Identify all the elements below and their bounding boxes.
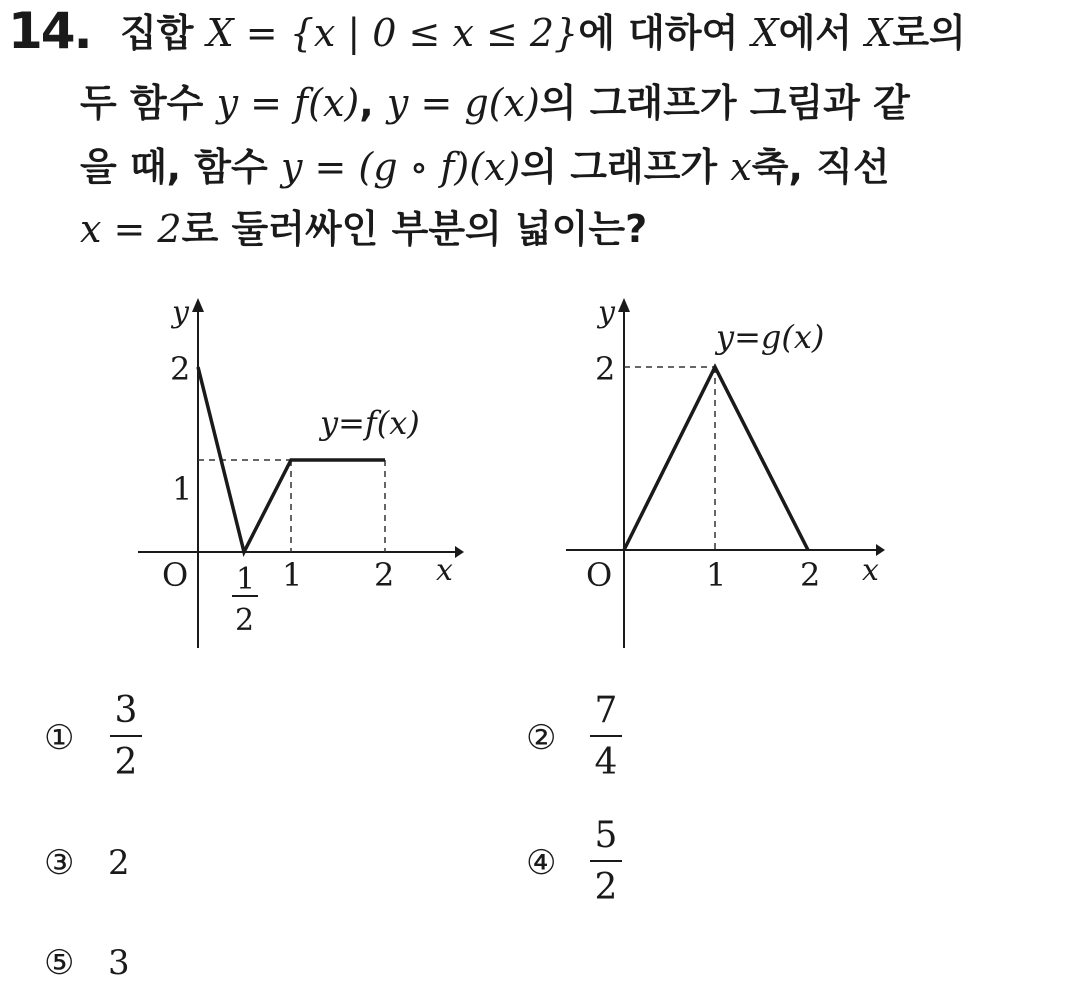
text-segment: 두 함수 [80,81,217,125]
math-line-equation: x = 2 [80,207,182,251]
choice-4-numerator: 5 [594,815,618,856]
x-axis-label: x [862,553,879,588]
choice-3-mark: ③ [44,843,75,883]
y-axis-label: y [172,295,189,330]
text-segment: 축, 직선 [751,145,890,189]
math-symbol: x [730,145,752,189]
fraction-bar [590,860,622,862]
text-segment: 을 때, 함수 [80,145,281,189]
curve-g [624,367,808,550]
choice-3-value: 2 [108,843,130,883]
math-symbol: X [751,11,779,55]
question-line-4 [80,207,648,251]
y-axis-arrow [618,298,630,312]
origin-label: O [586,556,613,594]
question-line-3 [80,145,890,189]
question-number: 14. [8,2,91,60]
y-tick-2: 2 [170,350,191,388]
choice-2-denominator: 4 [594,742,618,783]
fraction-bar [590,735,622,737]
graph-f [130,290,470,650]
choice-4-mark: ④ [526,843,557,883]
text-segment: 로의 [892,11,966,55]
y-tick-1: 1 [172,470,193,508]
choice-5-mark: ⑤ [44,943,75,983]
choice-2-numerator: 7 [594,690,618,731]
x-axis-label: x [436,553,453,588]
choice-4-denominator: 2 [594,867,618,908]
x-tick-half-numerator: 1 [236,562,256,597]
text-segment: 에 대하여 [578,11,752,55]
x-tick-2: 2 [374,556,395,594]
x-axis-arrow [455,546,464,558]
y-tick-2: 2 [595,350,616,388]
origin-label: O [162,556,189,594]
graph-g [560,290,900,650]
choice-5-value: 3 [108,943,130,983]
text-segment: 에서 [778,11,866,55]
choice-1-fraction [110,690,142,783]
choice-2-fraction [590,690,622,783]
curve-g-label: y=g(x) [716,318,825,356]
text-segment: 의 그래프가 그림과 같 [539,81,910,125]
x-tick-1: 1 [282,556,303,594]
y-axis-label: y [598,295,615,330]
x-tick-half-denominator: 2 [235,603,255,638]
choice-1-mark: ① [44,718,75,758]
math-function-g: y = g(x) [386,81,540,125]
x-tick-1: 1 [706,556,727,594]
fraction-bar [110,735,142,737]
text-segment: 의 그래프가 [520,145,731,189]
text-segment: 로 둘러싸인 부분의 넓이는? [181,207,648,251]
question-line-1 [120,11,966,55]
math-composition: y = (g ∘ f)(x) [280,145,521,189]
y-axis-arrow [192,298,204,312]
curve-f-label: y=f(x) [320,404,420,442]
math-function-f: y = f(x) [216,81,360,125]
choice-2-mark: ② [526,718,557,758]
math-set-definition: X = {x | 0 ≤ x ≤ 2} [206,11,579,55]
choice-4-fraction [590,815,622,908]
x-tick-2: 2 [800,556,821,594]
choice-1-numerator: 3 [114,690,138,731]
math-symbol: X [865,11,893,55]
question-line-2 [80,81,910,125]
text-segment: , [359,81,387,125]
choice-1-denominator: 2 [114,742,138,783]
curve-f [198,367,385,552]
text-segment: 집합 [120,11,207,55]
